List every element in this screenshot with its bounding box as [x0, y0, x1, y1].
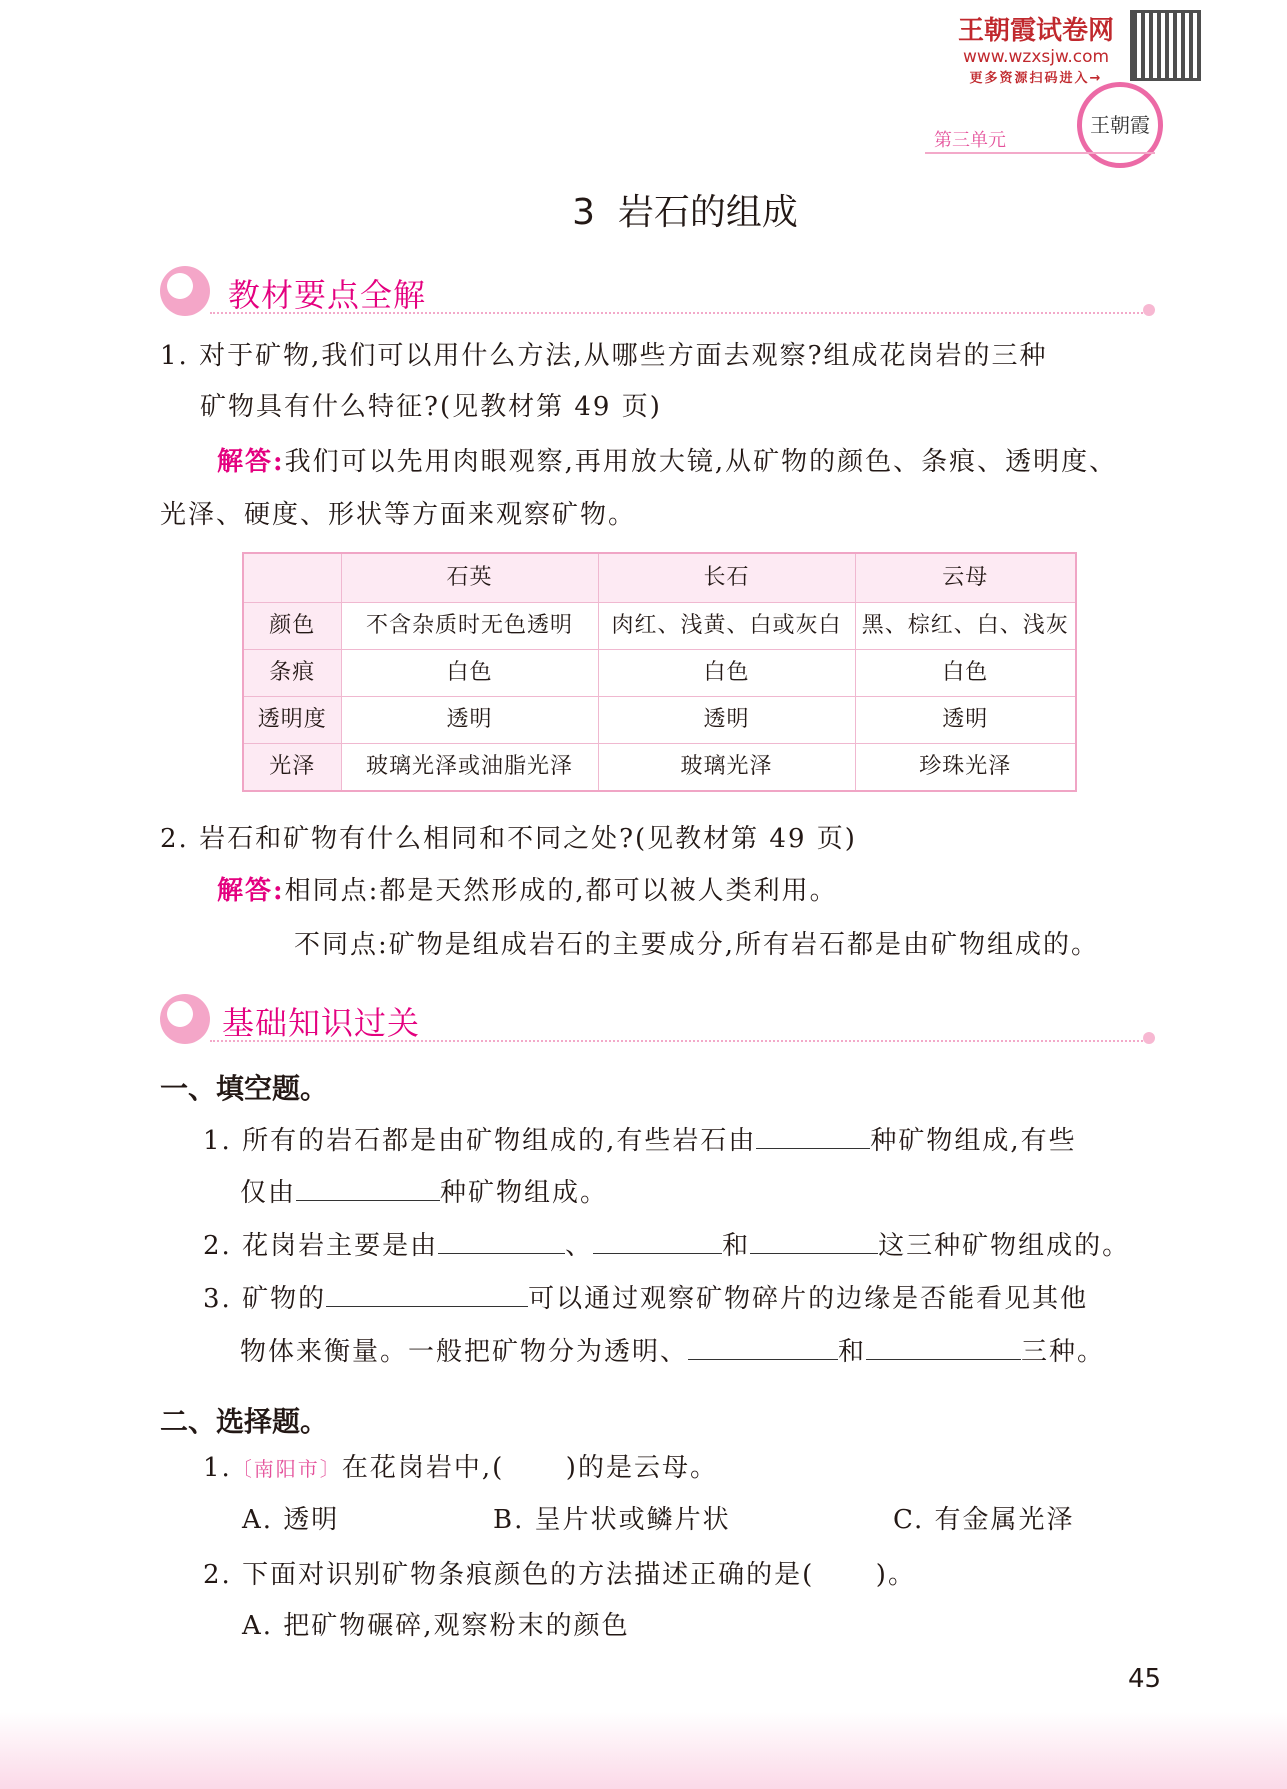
answer-blank[interactable]: [866, 1333, 1021, 1360]
answer-2-same: 解答:相同点:都是天然形成的,都可以被人类利用。: [217, 876, 838, 906]
answer-blank[interactable]: [326, 1280, 528, 1307]
option-a[interactable]: A. 把矿物碾碎,观察粉末的颜色: [242, 1611, 630, 1641]
answer-blank[interactable]: [688, 1333, 838, 1360]
mineral-table: [242, 552, 1077, 792]
footer-band: [0, 1712, 1287, 1789]
answer-1-line2: 光泽、硬度、形状等方面来观察矿物。: [160, 500, 637, 530]
fill-question-3: 3. 矿物的 可以通过观察矿物碎片的边缘是否能看见其他: [203, 1280, 1088, 1316]
brand-url[interactable]: www.wzxsjw.com: [962, 47, 1110, 67]
fill-question-3-line2: 物体来衡量。一般把矿物分为透明、 和 三种。: [240, 1333, 1105, 1369]
dot-ornament-icon: [1143, 1032, 1155, 1044]
section-header-basics: 基础知识过关: [160, 994, 1155, 1044]
source-tag: 〔南阳市〕: [231, 1457, 342, 1481]
dotted-divider: [210, 312, 1143, 314]
fill-question-1: 1. 所有的岩石都是由矿物组成的,有些岩石由 种矿物组成,有些: [203, 1122, 1077, 1158]
question-1-line1: 1. 对于矿物,我们可以用什么方法,从哪些方面去观察?组成花岗岩的三种: [160, 341, 1048, 371]
answer-blank[interactable]: [750, 1227, 878, 1254]
dot-ornament-icon: [1143, 304, 1155, 316]
fill-question-2: 2. 花岗岩主要是由 、 和 这三种矿物组成的。: [203, 1227, 1130, 1263]
table-row: 条痕 白色 白色 白色: [243, 650, 1076, 697]
choice-question-1: 1.〔南阳市〕在花岗岩中,( )的是云母。: [203, 1453, 718, 1483]
cartoon-icon: [160, 994, 210, 1044]
column-header: 长石: [598, 553, 855, 603]
fill-heading: 一、填空题。: [160, 1072, 329, 1105]
dotted-divider: [210, 1040, 1143, 1042]
question-2: 2. 岩石和矿物有什么相同和不同之处?(见教材第 49 页): [160, 824, 857, 854]
option-a[interactable]: A. 透明: [242, 1505, 340, 1535]
column-header: 石英: [341, 553, 598, 603]
choice-question-2: 2. 下面对识别矿物条痕颜色的方法描述正确的是( )。: [203, 1560, 916, 1590]
answer-blank[interactable]: [593, 1227, 722, 1254]
section-header-key-points: 教材要点全解: [160, 266, 1155, 316]
option-b[interactable]: B. 呈片状或鳞片状: [493, 1505, 731, 1535]
scan-text: 更多资源扫码进入→: [969, 71, 1103, 86]
unit-label: 第三单元: [934, 130, 1006, 151]
cartoon-icon: [160, 266, 210, 316]
table-row: 光泽 玻璃光泽或油脂光泽 玻璃光泽 珍珠光泽: [243, 744, 1076, 792]
page-number: 45: [1128, 1664, 1162, 1694]
unit-underline: [925, 152, 1155, 154]
table-row: 颜色 不含杂质时无色透明 肉红、浅黄、白或灰白 黑、棕红、白、浅灰: [243, 603, 1076, 650]
table-row: 透明度 透明 透明 透明: [243, 697, 1076, 744]
page-title: 3 岩石的组成: [572, 192, 798, 233]
answer-blank[interactable]: [756, 1122, 870, 1149]
answer-1-line1: 解答:我们可以先用肉眼观察,再用放大镜,从矿物的颜色、条痕、透明度、: [217, 447, 1118, 477]
qr-code-icon[interactable]: [1133, 13, 1198, 78]
table-header-row: [243, 553, 1076, 603]
publisher-banner: [958, 10, 1114, 86]
answer-2-diff: 不同点:矿物是组成岩石的主要成分,所有岩石都是由矿物组成的。: [294, 930, 1100, 960]
fill-question-1-line2: 仅由 种矿物组成。: [240, 1174, 608, 1210]
option-c[interactable]: C. 有金属光泽: [893, 1505, 1075, 1535]
answer-blank[interactable]: [438, 1227, 565, 1254]
author-seal: 王朝霞: [1077, 82, 1163, 168]
question-1-line2: 矿物具有什么特征?(见教材第 49 页): [200, 392, 662, 422]
choice-heading: 二、选择题。: [160, 1405, 329, 1438]
answer-blank[interactable]: [296, 1174, 440, 1201]
brand-name: 王朝霞试卷网: [958, 16, 1115, 46]
column-header: 云母: [855, 553, 1076, 603]
